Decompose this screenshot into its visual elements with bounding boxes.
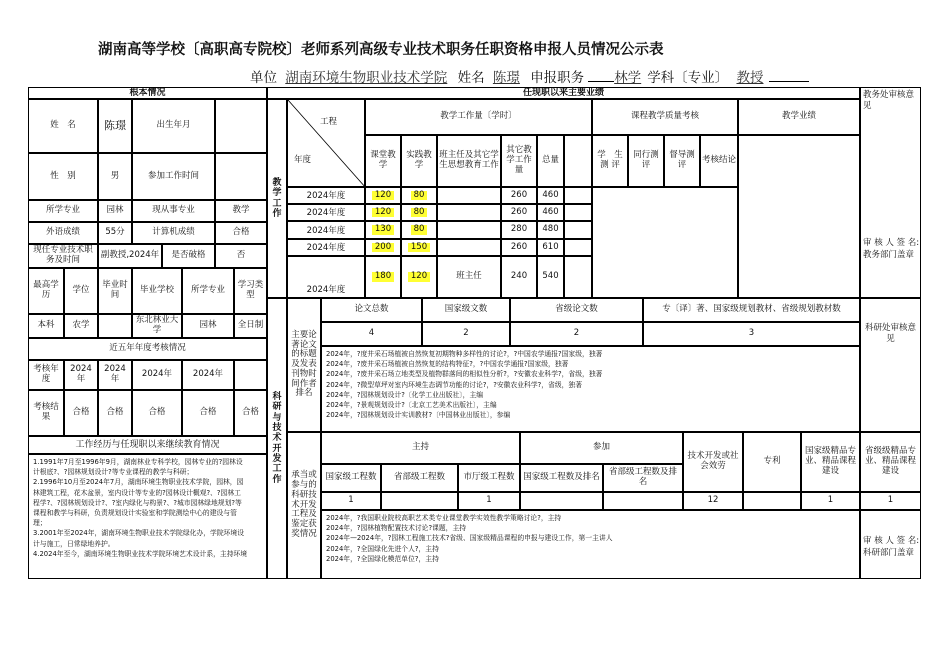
paper-line: 2024年，?度井采石场植被自然恢复初期物种多样性的讨论?，?中国农学通报?国家级，独著 [326, 350, 603, 358]
history-line: 3.2001年至2024年，湖南环境生物职业技术学院绿化办，学院环境设 [33, 529, 245, 538]
assess-year-3: 2024年 [182, 360, 234, 390]
paper-line: 2024年，?园林规划设计?〔化学工业出版社〕，主编 [326, 390, 484, 399]
teach-practice-4 [401, 256, 437, 298]
teach-total-value-2: 480 [542, 224, 559, 235]
teach-year-value-0: 2024年度 [306, 191, 346, 202]
teach-practice-3 [401, 239, 437, 256]
work-start-label-cell: 参加工作时间 [132, 153, 215, 200]
gender-label-cell: 性 别 [28, 153, 98, 200]
project-value-5: 12 [683, 492, 743, 510]
teach-blank-3 [564, 239, 592, 256]
assess-result-3: 合格 [182, 390, 234, 436]
year-label: 年度 [294, 155, 312, 165]
broken-label-cell: 是否破格 [162, 244, 215, 268]
project-value-0: 1 [321, 492, 381, 510]
history-line: 1.1991年7月至1996年9月，湖南林业专科学校，园林专业的?园林设 [33, 458, 243, 466]
research-office-cell [860, 298, 921, 432]
workload-col-4: 总量 [537, 135, 564, 187]
workload-col-5 [564, 135, 592, 187]
teach-practice-value-2: 80 [411, 225, 428, 235]
project-value-8: 1 [860, 492, 921, 510]
history-lines [30, 455, 250, 561]
assess-year-1: 2024年 [98, 360, 132, 390]
teach-head-2 [437, 221, 501, 239]
paper-line: 2024年，?微型草坪对室内环境生态调节功能的讨论?，?安徽农业科学?，省级，独著 [326, 380, 583, 389]
broken-value-cell: 否 [215, 244, 267, 268]
assess-result-label: 考核结果 [28, 390, 64, 436]
teach-practice-value-3: 150 [408, 243, 430, 253]
workload-col-3: 其它教学工作量 [501, 135, 537, 187]
project-label: 工程 [320, 117, 338, 127]
teach-blank-2 [564, 221, 592, 239]
assess-result-0: 合格 [64, 390, 98, 436]
project-value-6 [743, 492, 801, 510]
teach-total-0 [537, 187, 564, 204]
teach-other-1 [501, 204, 537, 221]
edu-office-cell [860, 87, 921, 298]
workload-col-2: 班主任及其它学生思想教育工作 [437, 135, 501, 187]
teach-blank-4 [564, 256, 592, 298]
history-list [28, 454, 267, 579]
edu-header-0: 最高学历 [28, 268, 64, 314]
name-value: 陈璟 [492, 70, 520, 86]
teach-year-value-2: 2024年度 [306, 226, 346, 237]
page-title: 湖南高等学校〔高职高专院校〕老师系列高级专业技术职务任职资格申报人员情况公示表 [98, 42, 664, 58]
assess-year-4 [234, 360, 267, 390]
paper-header-0: 论文总数 [321, 298, 422, 322]
workload-header: 教学工作量〔学时〕 [365, 99, 592, 135]
foreign-value-cell: 55分 [98, 222, 132, 244]
teach-other-value-1: 260 [510, 206, 528, 217]
title-value-cell: 副教授,2024年 [98, 244, 162, 268]
gender-value-cell: 男 [98, 153, 132, 200]
project-list [321, 510, 860, 579]
current-major-value-cell: 教学 [215, 200, 267, 222]
teach-total-3 [537, 239, 564, 256]
teach-head-0 [437, 187, 501, 204]
quality-header: 课程教学质量考核 [592, 99, 738, 135]
teach-total-4 [537, 256, 564, 298]
teach-year-1 [287, 204, 365, 221]
paper-line: 2024年，?废井采石场植被自然恢复的结构特征?，?中国农学通报?国家级，独著 [326, 360, 569, 369]
edu-sign-1: 审 核 人 签 名: [863, 238, 920, 248]
teach-year-value-3: 2024年度 [306, 243, 346, 254]
edu-header-4: 所学专业 [182, 268, 234, 314]
prov-course-header: 省级级精品专业、精品课程建设 [860, 432, 921, 492]
history-line: 课程和教学与科研，负责规划设计实验室和学院测绘中心的建设与管 [33, 508, 237, 517]
teach-class-value-0: 120 [372, 191, 394, 201]
edu-header-2: 毕业时间 [98, 268, 132, 314]
performance-header: 教学业绩 [738, 99, 860, 135]
teach-head-value-4: 班主任 [456, 271, 482, 282]
host-col-1: 省部级工程数 [381, 464, 458, 492]
paper-lines [323, 347, 605, 422]
diagonal-line [288, 100, 365, 187]
edu-value-3: 东北林业大学 [132, 314, 182, 338]
project-line: 2024年，?全国绿化模范单位?，主持 [326, 554, 439, 563]
teach-other-2 [501, 221, 537, 239]
teach-class-value-3: 200 [372, 243, 394, 253]
paper-value-2: 2 [510, 322, 643, 346]
project-line: 2024年，?我国职业院校高职艺术类专业课堂教学实效性教学策略讨论?，主持 [326, 514, 562, 522]
teach-year-value-1: 2024年度 [306, 208, 346, 219]
host-header: 主持 [321, 432, 520, 464]
workload-col-0: 课堂教学 [365, 135, 401, 187]
assess-result-4: 合格 [234, 390, 267, 436]
birth-value-cell [215, 99, 267, 153]
teach-head-4 [437, 256, 501, 298]
paper-line: 2024年，?园林规划设计实训教材?〔中国林业出版社〕，参编 [326, 411, 511, 420]
edu-header-5: 学习类型 [234, 268, 267, 314]
subject-label: 学科〔专业〕 [647, 70, 729, 86]
performance-body [738, 135, 860, 298]
teach-blank-1 [564, 204, 592, 221]
subject-value: 教授 [736, 70, 764, 86]
history-line: 4.2024年至今，湖南环境生物职业技术学院环境艺术设计系，主持环境 [33, 549, 248, 558]
teach-class-1 [365, 204, 401, 221]
paper-header-3: 专〔译〕著、国家级规划教材、省级规划教材数 [643, 298, 860, 322]
teach-practice-0 [401, 187, 437, 204]
tech-header: 技术开发或社会效劳 [683, 432, 743, 492]
form-sheet [28, 87, 921, 579]
teach-class-value-1: 120 [372, 208, 394, 218]
teach-practice-value-0: 80 [411, 191, 428, 201]
edu-value-5: 全日制 [234, 314, 267, 338]
teach-other-0 [501, 187, 537, 204]
unit-label: 单位 [250, 70, 277, 86]
computer-label-cell: 计算机成绩 [132, 222, 215, 244]
host-col-0: 国家级工程数 [321, 464, 381, 492]
workload-col-1: 实践教学 [401, 135, 437, 187]
teach-other-3 [501, 239, 537, 256]
project-line: 2024年，?全国绿化先进个人?，主持 [326, 544, 439, 553]
teach-total-2 [537, 221, 564, 239]
edu-header-3: 毕业学校 [132, 268, 182, 314]
teach-year-2 [287, 221, 365, 239]
quality-col-2: 督导测评 [664, 135, 700, 187]
name-label-cell: 姓 名 [28, 99, 98, 153]
paper-header-1: 国家级文数 [422, 298, 510, 322]
teach-other-value-4: 240 [510, 271, 528, 282]
name-value-cell: 陈璟 [98, 99, 132, 153]
teach-year-4 [287, 256, 365, 298]
computer-value-cell: 合格 [215, 222, 267, 244]
history-line: 2.1996年10月至2024年7月，湖南环境生物职业技术学院，园林，园 [33, 478, 244, 487]
teach-other-value-3: 260 [510, 241, 528, 252]
patent-header: 专利 [743, 432, 801, 492]
teach-year-value-4: 2024年度 [306, 285, 346, 296]
teach-class-0 [365, 187, 401, 204]
assess-result-1: 合格 [98, 390, 132, 436]
project-value-7: 1 [801, 492, 860, 510]
teach-head-1 [437, 204, 501, 221]
assess-year-2: 2024年 [132, 360, 182, 390]
teach-practice-value-4: 120 [408, 272, 430, 282]
history-line: 理； [33, 519, 47, 528]
assess-year-label: 考核年度 [28, 360, 64, 390]
research-sign-2: 科研部门盖章 [863, 547, 915, 558]
research-label: 科研与技术开发工作 [267, 298, 287, 579]
join-header: 参加 [520, 432, 683, 464]
name-label: 姓名 [457, 70, 485, 86]
teach-other-4 [501, 256, 537, 298]
edu-value-2 [98, 314, 132, 338]
project-line: 2024年—2024年，?园林工程施工技术?省级、国家级精品课程的申报与建设工作，第一主讲人 [326, 534, 613, 543]
work-start-value-cell [215, 153, 267, 200]
assess-header: 近五年年度考核情况 [28, 338, 267, 360]
basic-header: 根本情况 [28, 87, 267, 99]
history-line: 程学?、?园林规划设计?、?室内绿化与构景?、?城市园林绿地规划?等 [33, 498, 242, 507]
teach-class-2 [365, 221, 401, 239]
paper-header-2: 省级论文数 [510, 298, 643, 322]
major-value-cell: 园林 [98, 200, 132, 222]
host-col-2: 市厅级工程数 [458, 464, 520, 492]
paper-value-1: 2 [422, 322, 510, 346]
edu-value-1: 农学 [64, 314, 98, 338]
paper-label: 主要论著论文的标题及发表刊物时间作者排名 [287, 298, 321, 432]
join-col-0: 国家级工程数及排名 [520, 464, 603, 492]
project-value-4 [603, 492, 683, 510]
research-sign-cell [860, 510, 921, 579]
quality-col-3: 考核结论 [700, 135, 738, 187]
edu-header-1: 学位 [64, 268, 98, 314]
paper-line: 2024年，?景观规划设计?〔北京工艺美术出版社〕，主编 [326, 400, 497, 409]
title-label-cell: 现任专业技术职务及时间 [28, 244, 98, 268]
history-line: 林建筑工程，花木盆景，室内设计等专业的?园林设计概观?、?园林工 [33, 488, 241, 497]
edu-value-0: 本科 [28, 314, 64, 338]
assess-result-2: 合格 [132, 390, 182, 436]
join-col-1: 省部级工程数及排名 [603, 464, 683, 492]
project-lines [323, 511, 616, 566]
edu-office-sign [863, 238, 919, 262]
project-value-2: 1 [458, 492, 520, 510]
teach-class-3 [365, 239, 401, 256]
project-line: 2024年，?园林植物配置技术讨论?课题，主持 [326, 524, 467, 533]
research-sign-1: 审 核 人 签 名: [863, 536, 920, 546]
unit-value: 湖南环境生物职业技术学院 [285, 70, 448, 86]
project-value-1 [381, 492, 458, 510]
teaching-label: 教学工作 [267, 99, 287, 298]
teach-class-value-4: 180 [372, 272, 394, 282]
teach-practice-2 [401, 221, 437, 239]
quality-col-0: 学 生测 评 [592, 135, 628, 187]
teach-head-3 [437, 239, 501, 256]
unit-line [250, 66, 809, 86]
paper-line: 2024年，?废井采石场立地类型及植物群落间的相似性分析?，?安徽农业科学?，省级，独著 [326, 370, 603, 379]
teach-practice-value-1: 80 [411, 208, 428, 218]
teach-year-0 [287, 187, 365, 204]
post-label: 申报职务 [530, 70, 585, 86]
teach-other-value-0: 260 [510, 189, 528, 200]
paper-list [321, 346, 860, 432]
edu-value-4: 园林 [182, 314, 234, 338]
project-year-header [287, 99, 365, 187]
right-header: 任现职以来主要业绩 [267, 87, 860, 99]
post-value: 林学 [614, 70, 642, 86]
teach-total-value-1: 460 [542, 206, 559, 217]
teach-class-4 [365, 256, 401, 298]
paper-value-3: 3 [643, 322, 860, 346]
quality-body [592, 187, 738, 298]
birth-label-cell: 出生年月 [132, 99, 215, 153]
quality-col-1: 同行测评 [628, 135, 664, 187]
teach-total-1 [537, 204, 564, 221]
history-header: 工作经历与任现职以来继续教育情况 [28, 436, 267, 454]
teach-total-value-0: 460 [542, 189, 559, 200]
project-value-3 [520, 492, 603, 510]
edu-office-label: 教务处审核意见 [863, 90, 915, 112]
project-work-label: 承当或参与的科研技术开发工程及鉴定获奖情况 [287, 432, 321, 579]
nat-course-header: 国家级精品专业、精品课程建设 [801, 432, 860, 492]
research-sign [863, 536, 919, 560]
teach-blank-0 [564, 187, 592, 204]
history-line: 计根底?、?园林规划设计?等专业课程的教学与科研； [33, 468, 194, 477]
teach-practice-1 [401, 204, 437, 221]
research-office-label: 科研处审核意见 [864, 323, 916, 345]
current-major-label-cell: 现从事专业 [132, 200, 215, 222]
major-label-cell: 所学专业 [28, 200, 98, 222]
teach-year-3 [287, 239, 365, 256]
teach-class-value-2: 130 [372, 225, 394, 235]
teach-other-value-2: 280 [510, 224, 528, 235]
paper-value-0: 4 [321, 322, 422, 346]
assess-year-0: 2024年 [64, 360, 98, 390]
teach-total-value-3: 610 [542, 241, 559, 252]
teach-total-value-4: 540 [542, 271, 559, 282]
history-line: 计与施工，日常绿地养护。 [33, 539, 115, 548]
edu-sign-2: 教务部门盖章 [863, 249, 915, 260]
foreign-label-cell: 外语成绩 [28, 222, 98, 244]
